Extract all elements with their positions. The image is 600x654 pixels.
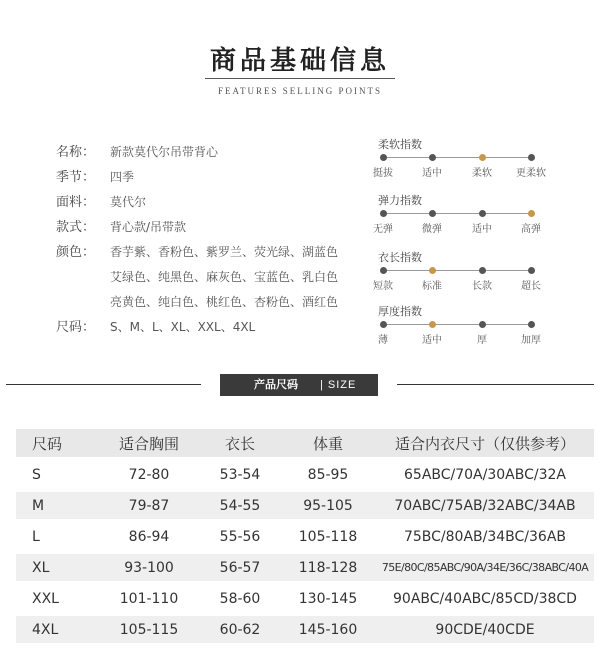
cell-weight: 130-145 [298,590,358,607]
scale-line [383,157,533,158]
index-scale [373,192,553,235]
cell-weight: 85-95 [307,466,349,483]
cell-bust: 86-94 [128,528,170,545]
scale-label: 微弹 [422,224,442,235]
cell-bra-size: 65ABC/70A/30ABC/32A [404,466,566,483]
info-row-season [56,165,338,190]
header-weight: 体重 [280,429,376,457]
scale-label: 加厚 [521,335,541,346]
scale-dot [528,154,535,161]
scale-dot [528,321,535,328]
info-row-fabric [56,190,338,215]
scale-dot-active [429,321,436,328]
season-label: 季节： [56,170,96,185]
scale-labels [373,277,553,292]
cell-size: L [32,528,40,545]
scale-labels [373,220,553,235]
cell-size: XXL [32,590,59,607]
scale-track [378,265,553,277]
scale-dot [479,321,486,328]
scale-dot-active [528,210,535,217]
index-scale [373,249,553,292]
scale-label: 超长 [521,281,541,292]
scale-line [383,324,533,325]
scale-dot [528,267,535,274]
cell-bust: 105-115 [98,616,200,643]
table-row [16,492,594,519]
scale-dot [429,154,436,161]
index-scale [378,303,553,345]
scale-label: 适中 [472,224,492,235]
scale-title: 厚度指数 [378,305,422,318]
cell-weight: 95-105 [280,492,376,519]
cell-bust: 72-80 [128,466,170,483]
product-info [56,140,338,340]
divider-left [6,384,201,385]
scale-dot [380,267,387,274]
page-subtitle: FEATURES SELLING POINTS [217,86,382,96]
scale-track [378,319,553,331]
info-row-color [56,240,338,315]
cell-size: XL [16,554,98,581]
scale-label: 适中 [422,335,442,346]
table-row [16,523,594,550]
scale-dot [380,154,387,161]
scale-dot [429,210,436,217]
size-tab-en: | SIZE [320,379,357,391]
scale-label: 无弹 [373,224,393,235]
cell-length: 56-57 [200,554,280,581]
scale-label: 更柔软 [516,168,546,179]
index-scale [373,136,553,179]
scale-label: 短款 [373,281,393,292]
scale-dot [479,210,486,217]
header-bra-size: 适合内衣尺寸（仅供参考） [376,429,594,457]
header-length: 衣长 [200,429,280,457]
cell-size: M [16,492,98,519]
info-row-style [56,215,338,240]
scale-line [383,213,533,214]
scale-labels [378,331,553,345]
scale-labels [373,164,553,179]
color-line: 香芋紫、香粉色、紫罗兰、荧光绿、湖蓝色 [110,245,339,259]
size-table [16,425,594,647]
scale-line [383,270,533,271]
scale-track [378,152,553,164]
header-size: 尺码 [16,429,98,457]
cell-weight: 145-160 [280,616,376,643]
cell-length: 58-60 [219,590,261,607]
scale-label: 高弹 [521,224,541,235]
cell-bra-size: 90CDE/40CDE [376,616,594,643]
style-label: 款式： [56,220,96,235]
style-value: 背心款/吊带款 [110,220,187,234]
cell-bra-size: 75BC/80AB/34BC/36AB [403,528,567,545]
cell-bust: 79-87 [98,492,200,519]
scale-title: 弹力指数 [378,194,422,207]
size-table-header [16,429,594,457]
cell-bra-size: 75E/80C/85ABC/90A/34E/36C/38ABC/40A [376,554,594,581]
cell-bra-size: 90ABC/40ABC/85CD/38CD [393,590,577,607]
scale-title: 柔软指数 [378,138,422,151]
scale-label: 柔软 [472,168,492,179]
scale-dot [380,210,387,217]
cell-bra-size: 70ABC/75AB/32ABC/34AB [376,492,594,519]
cell-weight: 118-128 [280,554,376,581]
color-line: 艾绿色、纯黑色、麻灰色、宝蓝色、乳白色 [110,270,339,284]
size-value: S、M、L、XL、XXL、4XL [110,320,256,334]
cell-length: 55-56 [219,528,261,545]
cell-length: 54-55 [200,492,280,519]
scale-title: 衣长指数 [378,251,422,264]
color-label: 颜色： [56,245,96,260]
table-row [16,616,594,643]
cell-length: 53-54 [219,466,261,483]
season-value: 四季 [110,170,135,184]
scale-label: 挺拔 [373,168,393,179]
scale-label: 长款 [472,281,492,292]
cell-size: S [32,466,41,483]
cell-length: 60-62 [200,616,280,643]
title-underline [205,78,395,79]
header-bust: 适合胸围 [98,429,200,457]
divider-right [397,384,594,385]
scale-dot-active [479,154,486,161]
cell-weight: 105-118 [298,528,358,545]
scale-label: 标准 [422,281,442,292]
name-label: 名称： [56,145,96,160]
color-list [110,240,338,315]
cell-bust: 93-100 [98,554,200,581]
scale-track [378,208,553,220]
fabric-value: 莫代尔 [110,195,147,209]
page-title: 商品基础信息 [209,46,390,76]
cell-size: 4XL [16,616,98,643]
name-value: 新款莫代尔吊带背心 [110,145,219,159]
scale-label: 厚 [477,335,487,346]
size-label: 尺码： [56,320,96,335]
table-row [16,554,594,581]
size-section-tab [220,374,378,396]
info-row-name [56,140,338,165]
table-row [16,585,594,612]
info-row-size [56,315,338,340]
scale-dot-active [429,267,436,274]
color-line: 亮黄色、纯白色、桃红色、杏粉色、酒红色 [110,295,339,309]
size-tab-zh: 产品尺码 [254,378,298,391]
cell-bust: 101-110 [119,590,179,607]
scale-dot [479,267,486,274]
scale-label: 薄 [378,335,388,346]
fabric-label: 面料： [56,195,96,210]
scale-label: 适中 [422,168,442,179]
scale-dot [380,321,387,328]
table-row [16,461,594,488]
